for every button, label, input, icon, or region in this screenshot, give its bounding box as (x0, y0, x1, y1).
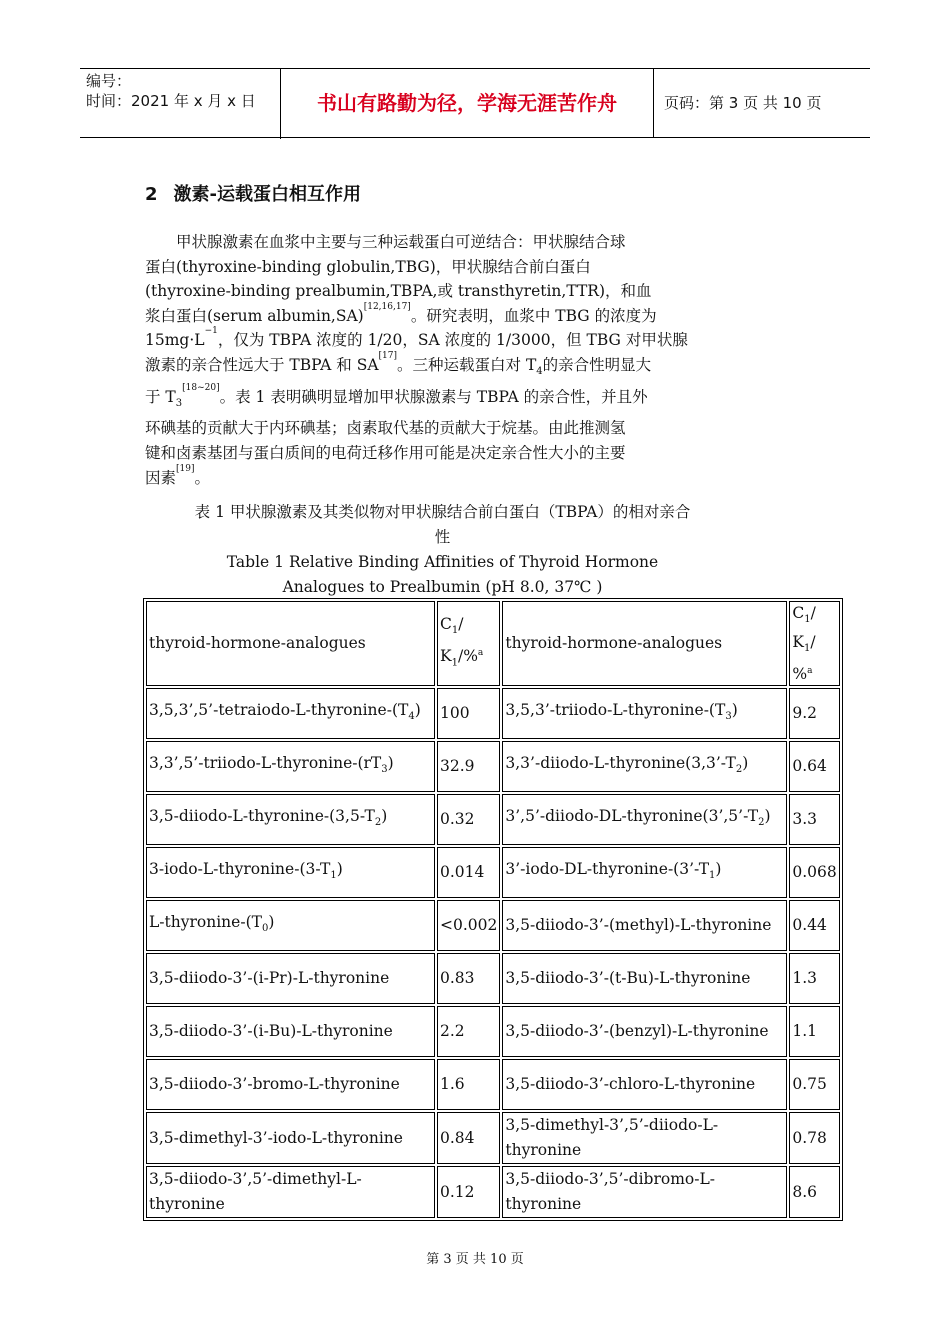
para-text: 。研究表明，血浆中 TBG 的浓度为 (410, 306, 657, 325)
table-row (146, 688, 840, 739)
superscript: −1 (204, 326, 218, 337)
table-cell: $L-thyronine-(T_0)$ (146, 900, 435, 951)
table-cell: $3-iodo-L-thyronine-(3-T_1)$ (146, 847, 435, 898)
table-cell: 0.64 (789, 741, 839, 792)
table-cell: 0.83 (437, 953, 500, 1004)
subscript: 3 (175, 397, 183, 409)
table-cell: 0.32 (437, 794, 500, 845)
para-text: 因素 (145, 468, 177, 487)
table-cell: $3,3’-diiodo-L-thyronine(3,3’-T_2)$ (502, 741, 787, 792)
header-page-info: 页码：第 3 页 共 10 页 (664, 94, 822, 112)
table-row (146, 794, 840, 845)
table-cell: 0.75 (789, 1059, 839, 1110)
table-cell: $3’-iodo-DL-thyronine-(3’-T_1)$ (502, 847, 787, 898)
table-cell: 0.014 (437, 847, 500, 898)
number-label: 编号： (86, 72, 132, 90)
para-line: 蛋白(thyroxine-binding globulin,TBG)，甲状腺结合前白蛋白 (145, 257, 591, 276)
table-row (146, 1059, 840, 1110)
section-number: 2 (145, 184, 158, 205)
table-cell: 9.2 (789, 688, 839, 739)
table-cell: 1.1 (789, 1006, 839, 1057)
para-line (145, 382, 740, 417)
table-cell: 3,5-diiodo-3’,5’-dibromo-L-thyronine (502, 1166, 787, 1218)
para-line: (thyroxine-binding prealbumin,TBPA,或 transthyretin,TTR)，和血 (145, 282, 652, 301)
affinity-table (143, 598, 843, 1221)
page-header (80, 68, 870, 138)
table-cell: 0.12 (437, 1166, 500, 1218)
table-cell: 3,5-diiodo-3’-bromo-L-thyronine (146, 1059, 435, 1110)
table-row (146, 1166, 840, 1218)
table-header-row (146, 601, 840, 686)
para-text: 于 T (145, 387, 176, 406)
header-meta (80, 69, 281, 139)
table-cell: 3,5-diiodo-3’-chloro-L-thyronine (502, 1059, 787, 1110)
header-cell: thyroid-hormone-analogues (146, 601, 435, 686)
table-row (146, 1006, 840, 1057)
table-cell: 0.78 (789, 1112, 839, 1164)
header-motto: 书山有路勤为径，学海无涯苦作舟 (281, 69, 654, 137)
table-cell: 0.84 (437, 1112, 500, 1164)
table-cell: 3,5-diiodo-3’,5’-dimethyl-L-thyronine (146, 1166, 435, 1218)
table-cell: $3,3’,5’-triiodo-L-thyronine-(rT_3)$ (146, 741, 435, 792)
table-row (146, 847, 840, 898)
time-label: 时间：2021 年 x 月 x 日 (86, 92, 256, 110)
para-text: 浆白蛋白(serum albumin,SA) (145, 306, 364, 325)
table-cell: 8.6 (789, 1166, 839, 1218)
para-text: 。三种运载蛋白对 T (397, 355, 537, 374)
header-cell: $C_1/$ $K_1/\%^a$ (437, 601, 500, 686)
table-cell: 3,5-diiodo-3’-(i-Pr)-L-thyronine (146, 953, 435, 1004)
citation: [19] (176, 463, 195, 474)
page-footer: 第 3 页 共 10 页 (426, 1252, 524, 1267)
body-paragraph (145, 230, 740, 490)
para-line (145, 328, 740, 353)
table-cell: 3,5-diiodo-3’-(t-Bu)-L-thyronine (502, 953, 787, 1004)
table-cell: 100 (437, 688, 500, 739)
table-cell: <0.002 (437, 900, 500, 951)
para-text: 的亲合性明显大 (542, 355, 652, 374)
para-text: 15mg·L (145, 331, 205, 350)
table-cell: 3,5-diiodo-3’-(benzyl)-L-thyronine (502, 1006, 787, 1057)
table-cell: $3,5-diiodo-L-thyronine-(3,5-T_2)$ (146, 794, 435, 845)
header-cell: $C_1/$ $K_1/$ %$^a$ (789, 601, 839, 686)
citation: [17] (378, 350, 398, 361)
para-line (145, 301, 740, 329)
table-cell: 32.9 (437, 741, 500, 792)
table-cell: 1.6 (437, 1059, 500, 1110)
table-row (146, 953, 840, 1004)
para-line: 键和卤素基团与蛋白质间的电荷迁移作用可能是决定亲合性大小的主要 (145, 443, 626, 462)
table-cell: 1.3 (789, 953, 839, 1004)
table-cell: $3,5,3’-triiodo-L-thyronine-(T_3)$ (502, 688, 787, 739)
para-text: 。 (194, 468, 211, 487)
section-heading (145, 180, 361, 206)
para-text: ，仅为 TBPA 浓度的 1/20，SA 浓度的 1/3000，但 TBG 对甲状腺 (217, 331, 688, 350)
table-cell: 0.068 (789, 847, 839, 898)
citation: [18~20] (182, 382, 220, 393)
table-cell: 3,5-dimethyl-3’-iodo-L-thyronine (146, 1112, 435, 1164)
table-row (146, 741, 840, 792)
table-caption-en: Table 1 Relative Binding Affinities of Thyroid Hormone (226, 553, 659, 571)
table-cell: 3,5-diiodo-3’-(i-Bu)-L-thyronine (146, 1006, 435, 1057)
table-caption-en-cont: Analogues to Prealbumin (pH 8.0, 37℃ ) (282, 578, 603, 596)
para-text: 。表 1 表明碘明显增加甲状腺激素与 TBPA 的亲合性，并且外 (219, 387, 648, 406)
table-cell: $3’,5’-diiodo-DL-thyronine(3’,5’-T_2)$ (502, 794, 787, 845)
section-title: 激素-运载蛋白相互作用 (173, 184, 362, 205)
table-row (146, 1112, 840, 1164)
para-line (145, 463, 740, 491)
table-cell: $3,5,3’,5’-tetraiodo-L-thyronine-(T_4)$ (146, 688, 435, 739)
para-text: 激素的亲合性远大于 TBPA 和 SA (145, 355, 379, 374)
para-line: 环碘基的贡献大于内环碘基；卤素取代基的贡献大于烷基。由此推测氢 (145, 419, 626, 438)
table-row (146, 900, 840, 951)
para-line: 甲状腺激素在血浆中主要与三种运载蛋白可逆结合：甲状腺结合球 (145, 233, 626, 251)
citation: [12,16,17] (363, 301, 411, 312)
table-cell: 3,5-dimethyl-3’,5’-diiodo-L-thyronine (502, 1112, 787, 1164)
table-cell: 3.3 (789, 794, 839, 845)
para-line (145, 350, 740, 385)
table-cell: 3,5-diiodo-3’-(methyl)-L-thyronine (502, 900, 787, 951)
table-caption-cn: 表 1 甲状腺激素及其类似物对甲状腺结合前白蛋白（TBPA）的相对亲合 (194, 503, 691, 521)
table-cell: 0.44 (789, 900, 839, 951)
subscript: 4 (536, 366, 543, 378)
header-cell: thyroid-hormone-analogues (502, 601, 787, 686)
table-cell: 2.2 (437, 1006, 500, 1057)
table-caption-cn-cont: 性 (434, 528, 451, 546)
